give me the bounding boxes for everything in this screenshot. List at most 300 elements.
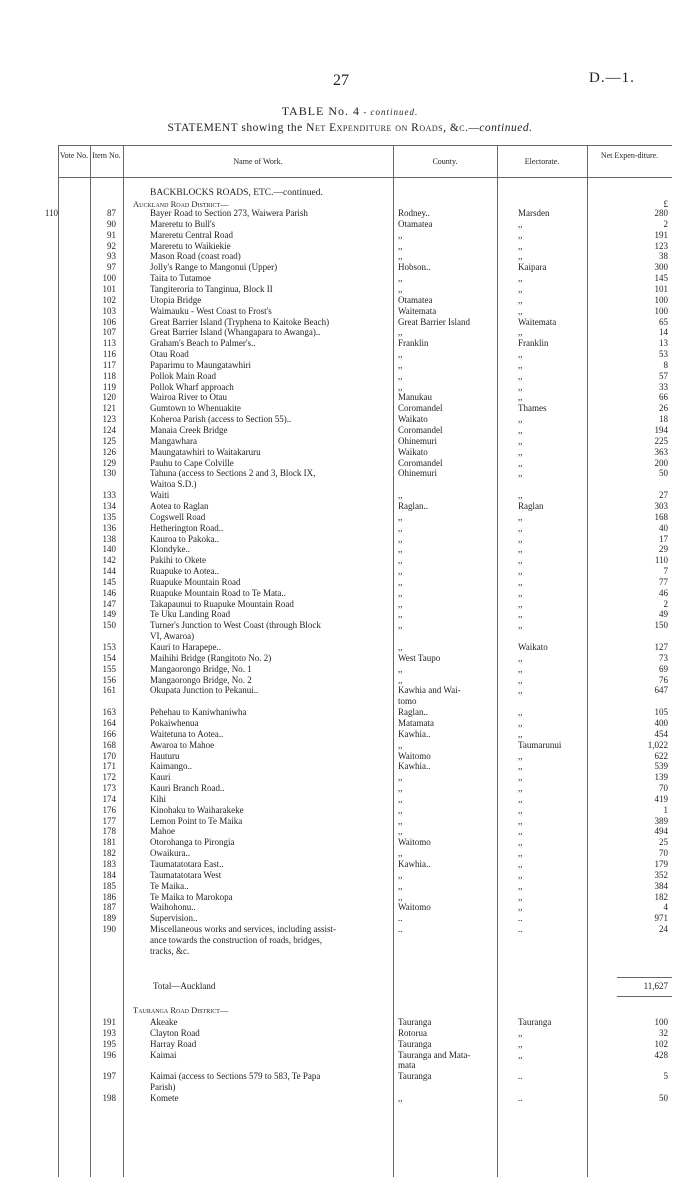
electorate: Franklin bbox=[518, 338, 549, 349]
net-expenditure: 65 bbox=[659, 316, 668, 327]
item-number: 172 bbox=[102, 772, 116, 783]
county: Tauranga bbox=[398, 1017, 432, 1027]
work-name: Bayer Road to Section 273, Waiwera Parish bbox=[150, 208, 308, 218]
county: Raglan.. bbox=[398, 707, 428, 718]
electorate: .. bbox=[518, 1071, 523, 1082]
work-name: Pollok Main Road bbox=[150, 370, 217, 381]
net-expenditure: 57 bbox=[659, 370, 668, 381]
net-expenditure: 18 bbox=[659, 414, 668, 425]
work-name: Hauturu bbox=[150, 750, 180, 761]
county: Tauranga bbox=[398, 1038, 432, 1049]
work-name: Tangiteroria to Tanginua, Block II bbox=[150, 283, 273, 294]
table-row bbox=[58, 414, 672, 425]
item-number: 187 bbox=[102, 902, 116, 913]
item-number: 183 bbox=[102, 859, 116, 869]
item-number: 168 bbox=[102, 739, 116, 750]
work-name: Lemon Point to Te Maika bbox=[150, 815, 243, 826]
electorate: ,, bbox=[518, 663, 523, 674]
table-row bbox=[58, 740, 672, 751]
item-number: 178 bbox=[102, 826, 116, 837]
work-name: Pauhu to Cape Colville bbox=[150, 457, 234, 468]
header-rule bbox=[58, 177, 672, 178]
table-row bbox=[58, 262, 672, 273]
county: ,, bbox=[398, 880, 403, 891]
electorate: ,, bbox=[518, 652, 523, 663]
work-name: Mareretu to Waikiekie bbox=[150, 240, 231, 251]
county: Kawhia.. bbox=[398, 761, 431, 772]
item-number-191: 191 bbox=[102, 1017, 116, 1027]
net-expenditure: 29 bbox=[659, 544, 668, 555]
net-expenditure: 110 bbox=[654, 555, 668, 566]
net-expenditure: 971 bbox=[654, 913, 668, 924]
work-name: Kauri bbox=[150, 772, 171, 783]
county: ,, bbox=[398, 490, 403, 501]
item-number: 166 bbox=[102, 728, 116, 739]
electorate: ,, bbox=[518, 381, 523, 392]
table-row bbox=[58, 338, 672, 349]
tauranga-district-row bbox=[58, 1005, 672, 1016]
net-expenditure: 40 bbox=[659, 522, 668, 533]
work-name: Akeake bbox=[150, 1017, 178, 1027]
county: Otamatea bbox=[398, 294, 433, 305]
table-row bbox=[58, 382, 672, 393]
item-number: 163 bbox=[102, 707, 116, 718]
work-name: Harray Road bbox=[150, 1038, 197, 1049]
table-row bbox=[58, 1071, 672, 1082]
table-row bbox=[58, 729, 672, 740]
work-name: Kaimai bbox=[150, 1049, 177, 1060]
item-number: 97 bbox=[107, 262, 116, 273]
net-expenditure: 73 bbox=[659, 652, 668, 663]
table-row bbox=[58, 664, 672, 675]
county: ,, bbox=[398, 793, 403, 804]
item-number: 130 bbox=[102, 468, 116, 479]
work-name: Waihohonu.. bbox=[150, 902, 196, 913]
item-number: 87 bbox=[107, 208, 116, 218]
county: ,, bbox=[398, 273, 403, 284]
work-name: Mahoe bbox=[150, 826, 175, 837]
electorate: ,, bbox=[518, 815, 523, 826]
continued-note: - continued. bbox=[360, 107, 419, 117]
county: ,, bbox=[398, 674, 403, 685]
table-row bbox=[58, 609, 672, 620]
electorate: Thames bbox=[518, 403, 547, 414]
table-row bbox=[58, 675, 672, 686]
net-expenditure: 225 bbox=[654, 435, 668, 446]
table-row bbox=[58, 273, 672, 284]
table-row bbox=[58, 816, 672, 827]
electorate: ,, bbox=[518, 587, 523, 598]
table-row bbox=[58, 751, 672, 762]
item-number: 149 bbox=[102, 609, 116, 620]
statement-suffix: —continued. bbox=[468, 122, 533, 134]
table-row bbox=[58, 284, 672, 295]
work-name: Pehehau to Kaniwhaniwha bbox=[150, 707, 247, 718]
county: ,, bbox=[398, 251, 403, 262]
electorate: ,, bbox=[518, 837, 523, 848]
table-row bbox=[58, 642, 672, 653]
table-row bbox=[58, 523, 672, 534]
electorate: ,, bbox=[518, 674, 523, 685]
electorate: ,, bbox=[518, 783, 523, 794]
county: ,, bbox=[398, 359, 403, 370]
item-number: 147 bbox=[102, 598, 116, 609]
item-number: 197 bbox=[102, 1071, 116, 1082]
table-row bbox=[58, 1093, 672, 1104]
county: .. bbox=[398, 913, 403, 924]
work-name: Tahuna (access to Sections 2 and 3, Block IX, bbox=[150, 468, 316, 479]
work-name: Otau Road bbox=[150, 349, 189, 360]
county: ,, bbox=[398, 772, 403, 783]
item-number: 164 bbox=[102, 717, 116, 728]
net-expenditure: 49 bbox=[659, 609, 668, 620]
table-row bbox=[58, 534, 672, 545]
net-expenditure: 494 bbox=[654, 826, 668, 837]
item-number: 155 bbox=[102, 663, 116, 674]
electorate: ,, bbox=[518, 218, 523, 229]
net-expenditure: 539 bbox=[654, 761, 668, 772]
county: Kawhia and Wai- bbox=[398, 685, 461, 696]
item-number: 181 bbox=[102, 837, 116, 848]
table-row bbox=[58, 349, 672, 360]
electorate: ,, bbox=[518, 555, 523, 566]
table-top-rule bbox=[58, 145, 672, 146]
table-row bbox=[58, 946, 672, 957]
total-auckland-label: Total—Auckland bbox=[153, 981, 216, 991]
electorate: ,, bbox=[518, 349, 523, 360]
county: ,, bbox=[398, 891, 403, 902]
item-number: 121 bbox=[102, 403, 116, 414]
work-name: Utopia Bridge bbox=[150, 294, 202, 305]
table-row bbox=[58, 794, 672, 805]
electorate: .. bbox=[518, 1092, 523, 1103]
table-row bbox=[58, 848, 672, 859]
county: ,, bbox=[398, 370, 403, 381]
net-expenditure: 50 bbox=[659, 1092, 668, 1103]
net-expenditure: 76 bbox=[659, 674, 668, 685]
statement-prefix: STATEMENT showing the bbox=[167, 122, 307, 134]
county: Otamatea bbox=[398, 218, 433, 229]
net-expenditure: 5 bbox=[663, 1071, 668, 1082]
electorate: ,, bbox=[518, 566, 523, 577]
work-name: Ruapuke Mountain Road to Te Mata.. bbox=[150, 587, 286, 598]
work-name: Te Uku Landing Road bbox=[150, 609, 231, 620]
item-number: 101 bbox=[102, 283, 116, 294]
item-number: 140 bbox=[102, 544, 116, 555]
electorate: ,, bbox=[518, 522, 523, 533]
table-row bbox=[58, 761, 672, 772]
work-name: Kauri Branch Road.. bbox=[150, 783, 225, 794]
work-name: tracks, &c. bbox=[150, 945, 190, 956]
table-row bbox=[58, 425, 672, 436]
item-number: 146 bbox=[102, 587, 116, 598]
county: ,, bbox=[398, 642, 403, 652]
electorate: ,, bbox=[518, 392, 523, 403]
table-row bbox=[58, 620, 672, 631]
county: ,, bbox=[398, 283, 403, 294]
county: Manukau bbox=[398, 392, 432, 403]
table-row bbox=[58, 837, 672, 848]
county: ,, bbox=[398, 587, 403, 598]
county: ,, bbox=[398, 663, 403, 674]
county: Ohinemuri bbox=[398, 435, 437, 446]
item-number: 182 bbox=[102, 848, 116, 859]
work-name: Great Barrier Island (Whangapara to Awanga).. bbox=[150, 327, 321, 338]
electorate: .. bbox=[518, 924, 523, 935]
header-vote: Vote No. bbox=[59, 151, 89, 160]
county: ,, bbox=[398, 848, 403, 859]
electorate: ,, bbox=[518, 435, 523, 446]
table-row bbox=[58, 458, 672, 469]
table-row bbox=[58, 371, 672, 382]
table-row bbox=[58, 696, 672, 707]
county: Coromandel bbox=[398, 425, 443, 435]
electorate: ,, bbox=[518, 620, 523, 631]
county: ,, bbox=[398, 327, 403, 338]
work-name: Klondyke.. bbox=[150, 544, 190, 555]
table-row bbox=[58, 631, 672, 642]
county: Waikato bbox=[398, 414, 428, 425]
net-expenditure: 24 bbox=[659, 924, 668, 935]
item-number: 103 bbox=[102, 305, 116, 316]
item-number: 92 bbox=[107, 240, 116, 251]
work-name: Hetherington Road.. bbox=[150, 522, 224, 533]
net-expenditure: 179 bbox=[654, 859, 668, 869]
work-name: Graham's Beach to Palmer's.. bbox=[150, 338, 256, 349]
item-number: 117 bbox=[102, 359, 116, 370]
item-number: 113 bbox=[102, 338, 116, 349]
electorate: Marsden bbox=[518, 208, 550, 218]
table-row bbox=[58, 501, 672, 512]
table-row bbox=[58, 306, 672, 317]
net-expenditure: 46 bbox=[659, 587, 668, 598]
item-number: 136 bbox=[102, 522, 116, 533]
table-row bbox=[58, 251, 672, 262]
county: Raglan.. bbox=[398, 500, 428, 511]
net-expenditure: 70 bbox=[659, 848, 668, 859]
work-name: Maihihi Bridge (Rangitoto No. 2) bbox=[150, 652, 272, 663]
county: Franklin bbox=[398, 338, 429, 349]
county: Kawhia.. bbox=[398, 728, 431, 739]
net-expenditure: 17 bbox=[659, 533, 668, 544]
electorate: ,, bbox=[518, 425, 523, 435]
county: Rodney.. bbox=[398, 208, 430, 218]
item-number: 173 bbox=[102, 783, 116, 794]
currency-symbol: £ bbox=[663, 199, 668, 209]
work-name: ance towards the construction of roads, bridges, bbox=[150, 934, 322, 945]
item-number: 125 bbox=[102, 435, 116, 446]
item-number: 135 bbox=[102, 511, 116, 522]
electorate: ,, bbox=[518, 717, 523, 728]
net-expenditure: 77 bbox=[659, 576, 668, 587]
net-expenditure: 123 bbox=[654, 240, 668, 251]
item-number: 190 bbox=[102, 924, 116, 935]
work-name: Waitoa S.D.) bbox=[150, 479, 197, 490]
net-expenditure: 194 bbox=[654, 425, 668, 435]
item-number: 196 bbox=[102, 1049, 116, 1060]
electorate: ,, bbox=[518, 468, 523, 479]
county: ,, bbox=[398, 804, 403, 815]
work-name: Kaimango.. bbox=[150, 761, 192, 772]
work-name: Manaia Creek Bridge bbox=[150, 425, 228, 435]
item-number: 123 bbox=[102, 414, 116, 425]
item-number: 120 bbox=[102, 392, 116, 403]
net-expenditure: 300 bbox=[654, 262, 668, 273]
net-expenditure: 168 bbox=[654, 511, 668, 522]
net-expenditure: 14 bbox=[659, 327, 668, 338]
county: .. bbox=[398, 924, 403, 935]
item-number: 156 bbox=[102, 674, 116, 685]
county: Matamata bbox=[398, 717, 434, 728]
header-county: County. bbox=[432, 157, 458, 166]
work-name: Pollok Wharf approach bbox=[150, 381, 234, 392]
table-row bbox=[58, 913, 672, 924]
vote-row bbox=[44, 208, 672, 219]
net-expenditure: 419 bbox=[654, 793, 668, 804]
electorate: ,, bbox=[518, 240, 523, 251]
electorate: ,, bbox=[518, 229, 523, 240]
work-name: Kinohaku to Waiharakeke bbox=[150, 804, 244, 815]
county: ,, bbox=[398, 783, 403, 794]
item-number: 193 bbox=[102, 1027, 116, 1038]
net-expenditure: 145 bbox=[654, 273, 668, 284]
item-number: 102 bbox=[102, 294, 116, 305]
electorate: ,, bbox=[518, 609, 523, 620]
net-expenditure: 25 bbox=[659, 837, 668, 848]
net-expenditure: 100 bbox=[654, 294, 668, 305]
electorate: ,, bbox=[518, 414, 523, 425]
work-name: Pakihi to Okete bbox=[150, 555, 206, 566]
work-name: Supervision.. bbox=[150, 913, 198, 924]
net-expenditure: 69 bbox=[659, 663, 668, 674]
table-row bbox=[58, 295, 672, 306]
item-number: 100 bbox=[102, 273, 116, 284]
item-number: 154 bbox=[102, 652, 116, 663]
electorate: Raglan bbox=[518, 500, 544, 511]
net-expenditure: 150 bbox=[654, 620, 668, 631]
work-name: Kauri to Harapepe.. bbox=[150, 642, 221, 652]
table-row bbox=[58, 902, 672, 913]
work-name: Te Maika to Marokopa bbox=[150, 891, 233, 902]
net-expenditure: 389 bbox=[654, 815, 668, 826]
electorate: .. bbox=[518, 913, 523, 924]
item-number: 134 bbox=[102, 500, 116, 511]
item-number: 118 bbox=[102, 370, 116, 381]
electorate: ,, bbox=[518, 598, 523, 609]
electorate: ,, bbox=[518, 457, 523, 468]
table-row bbox=[58, 1082, 672, 1093]
net-expenditure: 13 bbox=[659, 338, 668, 349]
table-row bbox=[58, 230, 672, 241]
net-expenditure: 50 bbox=[659, 468, 668, 479]
table-row bbox=[58, 859, 672, 870]
work-name: Kihi bbox=[150, 793, 167, 804]
electorate: ,, bbox=[518, 294, 523, 305]
work-name: Waitetuna to Aotea.. bbox=[150, 728, 224, 739]
electorate: ,, bbox=[518, 728, 523, 739]
item-number: 174 bbox=[102, 793, 116, 804]
electorate: ,, bbox=[518, 750, 523, 761]
electorate: ,, bbox=[518, 891, 523, 902]
county: ,, bbox=[398, 381, 403, 392]
net-expenditure: 303 bbox=[654, 500, 668, 511]
net-expenditure: 102 bbox=[654, 1038, 668, 1049]
item-number: 133 bbox=[102, 490, 116, 501]
county: Waitomo bbox=[398, 837, 431, 848]
electorate: ,, bbox=[518, 327, 523, 338]
item-number: 161 bbox=[102, 685, 116, 696]
net-expenditure: 647 bbox=[654, 685, 668, 696]
table-row bbox=[58, 1039, 672, 1050]
work-name: Te Maika.. bbox=[150, 880, 189, 891]
net-expenditure: 182 bbox=[654, 891, 668, 902]
table-row bbox=[58, 685, 672, 696]
work-name: Pokaiwhenua bbox=[150, 717, 199, 728]
table-row bbox=[58, 468, 672, 479]
table-row bbox=[58, 599, 672, 610]
electorate: ,, bbox=[518, 685, 523, 696]
net-expenditure: 363 bbox=[654, 446, 668, 457]
work-name: Maungatawhiri to Waitakaruru bbox=[150, 446, 261, 457]
electorate: ,, bbox=[518, 1038, 523, 1049]
table-row bbox=[58, 566, 672, 577]
item-number: 107 bbox=[102, 327, 116, 338]
work-name: Wairoa River to Otau bbox=[150, 392, 228, 403]
net-expenditure: 101 bbox=[654, 283, 668, 294]
county: Tauranga bbox=[398, 1071, 432, 1082]
net-expenditure: 105 bbox=[654, 707, 668, 718]
electorate: ,, bbox=[518, 804, 523, 815]
electorate: ,, bbox=[518, 283, 523, 294]
county: Great Barrier Island bbox=[398, 316, 470, 327]
document-reference: D.—1. bbox=[589, 70, 635, 86]
table-row bbox=[58, 577, 672, 588]
county: Waitomo bbox=[398, 902, 431, 913]
table-row bbox=[58, 772, 672, 783]
item-number: 186 bbox=[102, 891, 116, 902]
county: Tauranga and Mata- bbox=[398, 1049, 471, 1060]
net-expenditure: 26 bbox=[659, 403, 668, 414]
county: ,, bbox=[398, 815, 403, 826]
net-expenditure: 428 bbox=[654, 1049, 668, 1060]
table-row bbox=[58, 881, 672, 892]
item-number: 170 bbox=[102, 750, 116, 761]
table-row bbox=[58, 490, 672, 501]
table-row bbox=[58, 588, 672, 599]
county: ,, bbox=[398, 555, 403, 566]
net-expenditure: 38 bbox=[659, 251, 668, 262]
county: ,, bbox=[398, 576, 403, 587]
table-row bbox=[58, 892, 672, 903]
county: ,, bbox=[398, 522, 403, 533]
work-name: Mareretu to Bull's bbox=[150, 218, 216, 229]
total-auckland-row bbox=[58, 981, 672, 992]
work-name: Komete bbox=[150, 1092, 179, 1103]
net-expenditure: 7 bbox=[663, 566, 668, 577]
county: Waitemata bbox=[398, 305, 437, 316]
net-expenditure: 2 bbox=[663, 598, 668, 609]
work-name: Mason Road (coast road) bbox=[150, 251, 241, 262]
electorate: ,, bbox=[518, 761, 523, 772]
table-row bbox=[58, 392, 672, 403]
net-expenditure: 8 bbox=[663, 359, 668, 370]
work-name: Ruapuke to Aotea.. bbox=[150, 566, 219, 577]
table-row bbox=[58, 653, 672, 664]
item-number: 144 bbox=[102, 566, 116, 577]
table-row bbox=[58, 826, 672, 837]
work-name: Miscellaneous works and services, including assist- bbox=[150, 924, 336, 935]
county: ,, bbox=[398, 240, 403, 251]
